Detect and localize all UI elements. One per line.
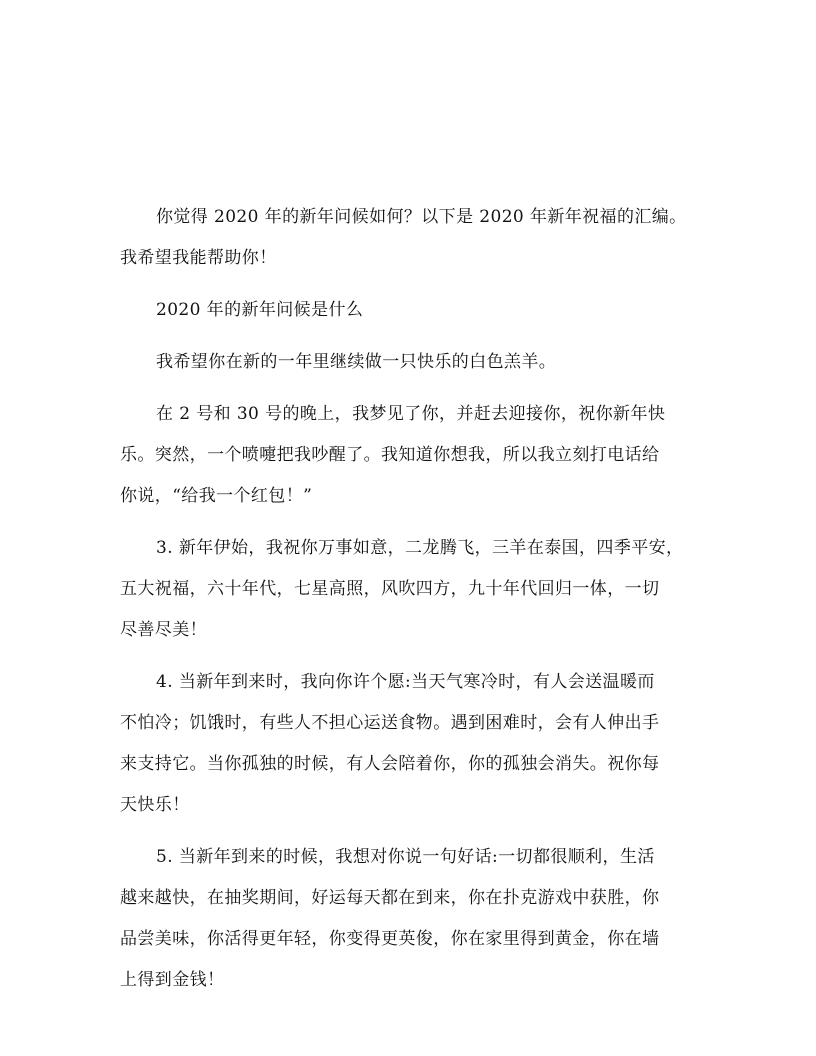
paragraph-line: 越来越快，在抽奖期间，好运每天都在到来，你在扑克游戏中获胜，你 — [120, 888, 660, 908]
paragraph-line: 品尝美味，你活得更年轻，你变得更英俊，你在家里得到黄金，你在墙 — [120, 929, 660, 949]
document-body — [120, 197, 698, 1012]
paragraph-line: 3. 新年伊始，我祝你万事如意，二龙腾飞，三羊在泰国，四季平安， — [156, 538, 684, 558]
paragraph-line: 尽善尽美！ — [120, 620, 207, 640]
paragraph-line: 天快乐！ — [120, 795, 190, 815]
section-heading — [120, 290, 698, 331]
paragraph-line: 我希望我能帮助你！ — [120, 248, 277, 268]
paragraph-line: 不怕冷；饥饿时，有些人不担心运送食物。遇到困难时，会有人伸出手 — [120, 713, 660, 733]
paragraph-line: 乐。突然，一个喷嚏把我吵醒了。我知道你想我，所以我立刻打电话给 — [120, 445, 660, 465]
paragraph-line: 5. 当新年到来的时候，我想对你说一句好话:一切都很顺利，生活 — [156, 847, 655, 867]
paragraph-line: 来支持它。当你孤独的时候，有人会陪着你，你的孤独会消失。祝你每 — [120, 754, 660, 774]
paragraph-item-1 — [120, 342, 698, 383]
paragraph-intro — [120, 197, 698, 279]
paragraph-line: 我希望你在新的一年里继续做一只快乐的白色羔羊。 — [156, 352, 557, 372]
paragraph-line: 上得到金钱！ — [120, 970, 225, 990]
paragraph-line: 你说，“给我一个红包！” — [120, 486, 313, 506]
paragraph-line: 在 2 号和 30 号的晚上，我梦见了你，并赶去迎接你，祝你新年快 — [156, 404, 666, 424]
paragraph-item-4 — [120, 662, 698, 826]
paragraph-line: 你觉得 2020 年的新年问候如何？以下是 2020 年新年祝福的汇编。 — [156, 207, 687, 227]
paragraph-item-5 — [120, 837, 698, 1001]
paragraph-line: 4. 当新年到来时，我向你许个愿:当天气寒冷时，有人会送温暖而 — [156, 672, 655, 692]
paragraph-line: 五大祝福，六十年代，七星高照，风吹四方，九十年代回归一体，一切 — [120, 579, 660, 599]
paragraph-item-3 — [120, 528, 698, 651]
paragraph-item-2 — [120, 394, 698, 517]
heading-line: 2020 年的新年问候是什么 — [156, 300, 364, 320]
